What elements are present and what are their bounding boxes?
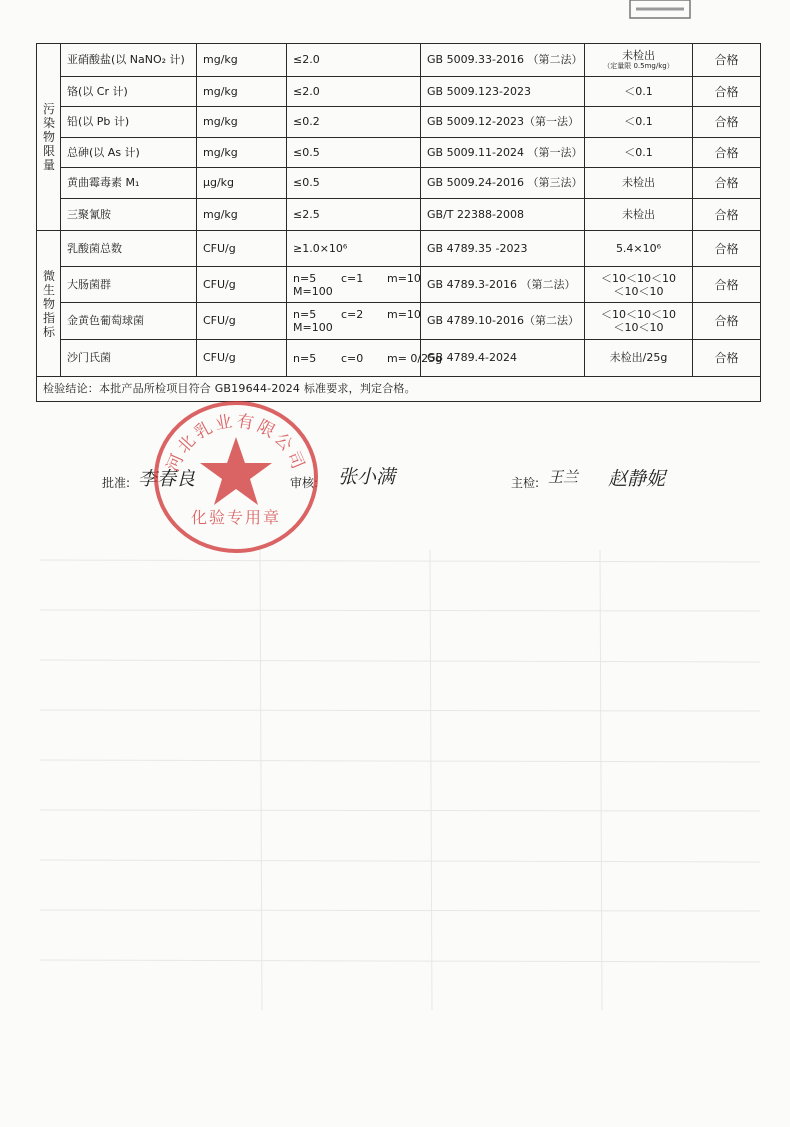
limit: ≤0.5 (287, 138, 421, 168)
result-value: 未检出 (622, 49, 655, 62)
limit: ≥1.0×10⁶ (287, 231, 421, 267)
unit: CFU/g (197, 303, 287, 340)
result: ＜10＜10＜10 ＜10＜10 (585, 267, 693, 303)
seal-arc-text: 河北乳业有限公司 (163, 411, 309, 475)
show-through-texture (0, 540, 790, 1127)
approve-label: 批准: (102, 476, 131, 490)
item-name: 铅(以 Pb 计) (61, 107, 197, 138)
inspection-seal (150, 395, 322, 555)
item-name: 沙门氏菌 (61, 340, 197, 377)
limit: ≤0.2 (287, 107, 421, 138)
unit: mg/kg (197, 44, 287, 77)
corner-stamp-fragment (628, 0, 692, 24)
table-row (37, 107, 761, 138)
verdict: 合格 (693, 340, 761, 377)
item-name: 三聚氰胺 (61, 199, 197, 231)
sampling-plan: n=5 c=2 m=10 M=100 (287, 303, 421, 340)
item-name: 总砷(以 As 计) (61, 138, 197, 168)
table-row (37, 267, 761, 303)
table-row (37, 77, 761, 107)
verdict: 合格 (693, 199, 761, 231)
item-name: 金黄色葡萄球菌 (61, 303, 197, 340)
category-microbial: 微 生 物 指 标 (37, 231, 61, 377)
table-row (37, 199, 761, 231)
method: GB 4789.10-2016（第二法） (421, 303, 585, 340)
unit: mg/kg (197, 77, 287, 107)
table-row (37, 138, 761, 168)
unit: CFU/g (197, 340, 287, 377)
review-label: 审核: (290, 476, 319, 490)
result-note: （定量限 0.5mg/kg） (603, 62, 674, 70)
unit: mg/kg (197, 199, 287, 231)
limit: ≤2.0 (287, 77, 421, 107)
method: GB/T 22388-2008 (421, 199, 585, 231)
result: 未检出/25g (585, 340, 693, 377)
inspection-conclusion: 检验结论：本批产品所检项目符合 GB19644-2024 标准要求，判定合格。 (37, 377, 761, 402)
method: GB 4789.3-2016 （第二法） (421, 267, 585, 303)
main-inspector-signature-1: 王兰 (548, 468, 579, 486)
unit: mg/kg (197, 107, 287, 138)
unit: CFU/g (197, 231, 287, 267)
verdict: 合格 (693, 231, 761, 267)
unit: CFU/g (197, 267, 287, 303)
seal-bottom-text: 化验专用章 (190, 508, 282, 527)
limit: ≤2.5 (287, 199, 421, 231)
verdict: 合格 (693, 303, 761, 340)
main-inspector-signature-2: 赵静妮 (608, 468, 666, 490)
unit: mg/kg (197, 138, 287, 168)
method: GB 5009.12-2023（第一法） (421, 107, 585, 138)
verdict: 合格 (693, 267, 761, 303)
method: GB 5009.33-2016 （第二法） (421, 44, 585, 77)
method: GB 4789.4-2024 (421, 340, 585, 377)
method: GB 5009.24-2016 （第三法） (421, 168, 585, 199)
verdict: 合格 (693, 77, 761, 107)
item-name: 铬(以 Cr 计) (61, 77, 197, 107)
approve-signature: 李春良 (138, 468, 196, 490)
result: ＜0.1 (585, 107, 693, 138)
verdict: 合格 (693, 138, 761, 168)
item-name: 乳酸菌总数 (61, 231, 197, 267)
result: 5.4×10⁶ (585, 231, 693, 267)
method: GB 4789.35 -2023 (421, 231, 585, 267)
result: ＜0.1 (585, 77, 693, 107)
item-name: 亚硝酸盐(以 NaNO₂ 计) (61, 44, 197, 77)
verdict: 合格 (693, 107, 761, 138)
table-row (37, 44, 761, 77)
verdict: 合格 (693, 168, 761, 199)
table-row (37, 231, 761, 267)
main-inspector-label: 主检: (511, 476, 540, 490)
table-row (37, 340, 761, 377)
result: 未检出 (585, 199, 693, 231)
method: GB 5009.123-2023 (421, 77, 585, 107)
conclusion-row (37, 377, 761, 402)
result: ＜10＜10＜10 ＜10＜10 (585, 303, 693, 340)
table-row (37, 168, 761, 199)
category-contaminants: 污 染 物 限 量 (37, 44, 61, 231)
result: ＜0.1 (585, 138, 693, 168)
verdict: 合格 (693, 44, 761, 77)
limit: ≤0.5 (287, 168, 421, 199)
sampling-plan: n=5 c=1 m=10 M=100 (287, 267, 421, 303)
review-signature: 张小满 (338, 466, 396, 488)
limit: ≤2.0 (287, 44, 421, 77)
unit: μg/kg (197, 168, 287, 199)
table-row (37, 303, 761, 340)
sampling-plan: n=5 c=0 m= 0/25g (287, 340, 421, 377)
test-results-table (36, 43, 761, 402)
result (585, 44, 693, 77)
result: 未检出 (585, 168, 693, 199)
item-name: 大肠菌群 (61, 267, 197, 303)
item-name: 黄曲霉毒素 M₁ (61, 168, 197, 199)
method: GB 5009.11-2024 （第一法） (421, 138, 585, 168)
